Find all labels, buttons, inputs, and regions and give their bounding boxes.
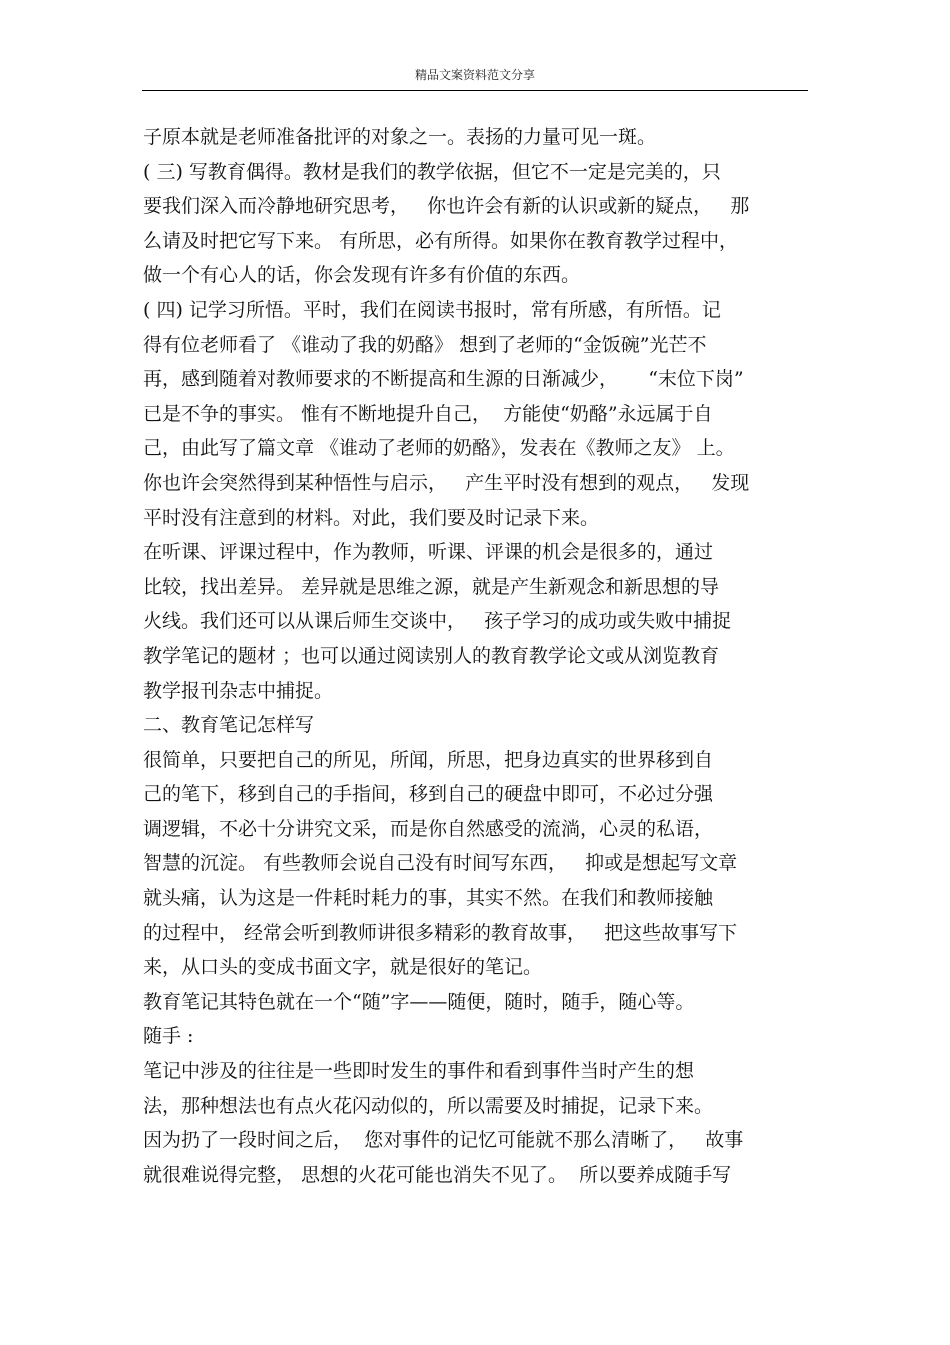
text-line: 子原本就是老师准备批评的对象之一。表扬的力量可见一斑。	[143, 126, 657, 148]
text-line: 教学笔记的题材 ；也可以通过阅读别人的教育教学论文或从浏览教育	[143, 644, 720, 667]
text-line: 要我们深入而冷静地研究思考， 你也许会有新的认识或新的疑点， 那	[143, 195, 750, 218]
text-line: 己，由此写了篇文章 《谁动了老师的奶酪》，发表在《教师之友》 上。	[143, 437, 735, 460]
text-line: 平时没有注意到的材料。对此，我们要及时记录下来。	[143, 506, 600, 529]
text-line: 在听课、评课过程中，作为教师，听课、评课的机会是很多的，通过	[143, 541, 714, 564]
section-heading: 二、教育笔记怎样写	[143, 714, 315, 737]
text-line: 智慧的沉淀。 有些教师会说自己没有时间写东西， 抑或是想起写文章	[143, 852, 738, 875]
text-line: 比较，找出差异。 差异就是思维之源，就是产生新观念和新思想的导	[143, 575, 720, 598]
text-line: 教育笔记其特色就在一个“随”字——随便，随时，随手，随心等。	[143, 990, 695, 1013]
text-line: 就很难说得完整， 思想的火花可能也消失不见了。 所以要养成随手写	[143, 1163, 732, 1186]
text-line: 已是不争的事实。 惟有不断地提升自己， 方能使“奶酪”永远属于自	[143, 402, 713, 425]
text-line: 做一个有心人的话，你会发现有许多有价值的东西。	[143, 264, 581, 287]
text-line: 么请及时把它写下来。 有所思，必有所得。如果你在教育教学过程中，	[143, 229, 739, 252]
text-line: 你也许会突然得到某种悟性与启示， 产生平时没有想到的观点， 发现	[143, 471, 750, 494]
text-line: 火线。我们还可以从课后师生交谈中， 孩子学习的成功或失败中捕捉	[143, 610, 732, 633]
text-line: 很简单，只要把自己的所见，所闻，所思，把身边真实的世界移到自	[143, 748, 714, 771]
text-line: 就头痛，认为这是一件耗时耗力的事，其实不然。在我们和教师接触	[143, 887, 714, 910]
text-line: 再，感到随着对教师要求的不断提高和生源的日渐减少， “末位下岗”	[143, 368, 744, 391]
text-line: 得有位老师看了 《谁动了我的奶酪》 想到了老师的“金饭碗”光芒不	[143, 333, 707, 356]
text-line: 教学报刊杂志中捕捉。	[143, 679, 334, 702]
text-line: 法，那种想法也有点火花闪动似的，所以需要及时捕捉，记录下来。	[143, 1094, 714, 1117]
text-line: ( 三) 写教育偶得。教材是我们的教学依据，但它不一定是完美的，只	[143, 160, 721, 183]
header-divider	[142, 90, 808, 91]
text-line: 己的笔下，移到自己的手指间，移到自己的硬盘中即可，不必过分强	[143, 783, 714, 806]
document-body	[143, 120, 813, 1192]
text-line: 的过程中， 经常会听到教师讲很多精彩的教育故事， 把这些故事写下	[143, 921, 738, 944]
header-title: 精品文案资料范文分享	[414, 68, 535, 82]
text-line: 来，从口头的变成书面文字，就是很好的笔记。	[143, 956, 543, 979]
text-line: 笔记中涉及的往往是一些即时发生的事件和看到事件当时产生的想	[143, 1060, 695, 1083]
page-header	[142, 62, 808, 92]
text-line: ( 四) 记学习所悟。平时，我们在阅读书报时，常有所感，有所悟。记	[143, 298, 721, 321]
text-line: 调逻辑，不必十分讲究文采，而是你自然感受的流淌，心灵的私语，	[143, 817, 714, 840]
text-line: 因为扔了一段时间之后， 您对事件的记忆可能就不那么清晰了， 故事	[143, 1129, 744, 1152]
subheading: 随手 :	[143, 1025, 194, 1048]
